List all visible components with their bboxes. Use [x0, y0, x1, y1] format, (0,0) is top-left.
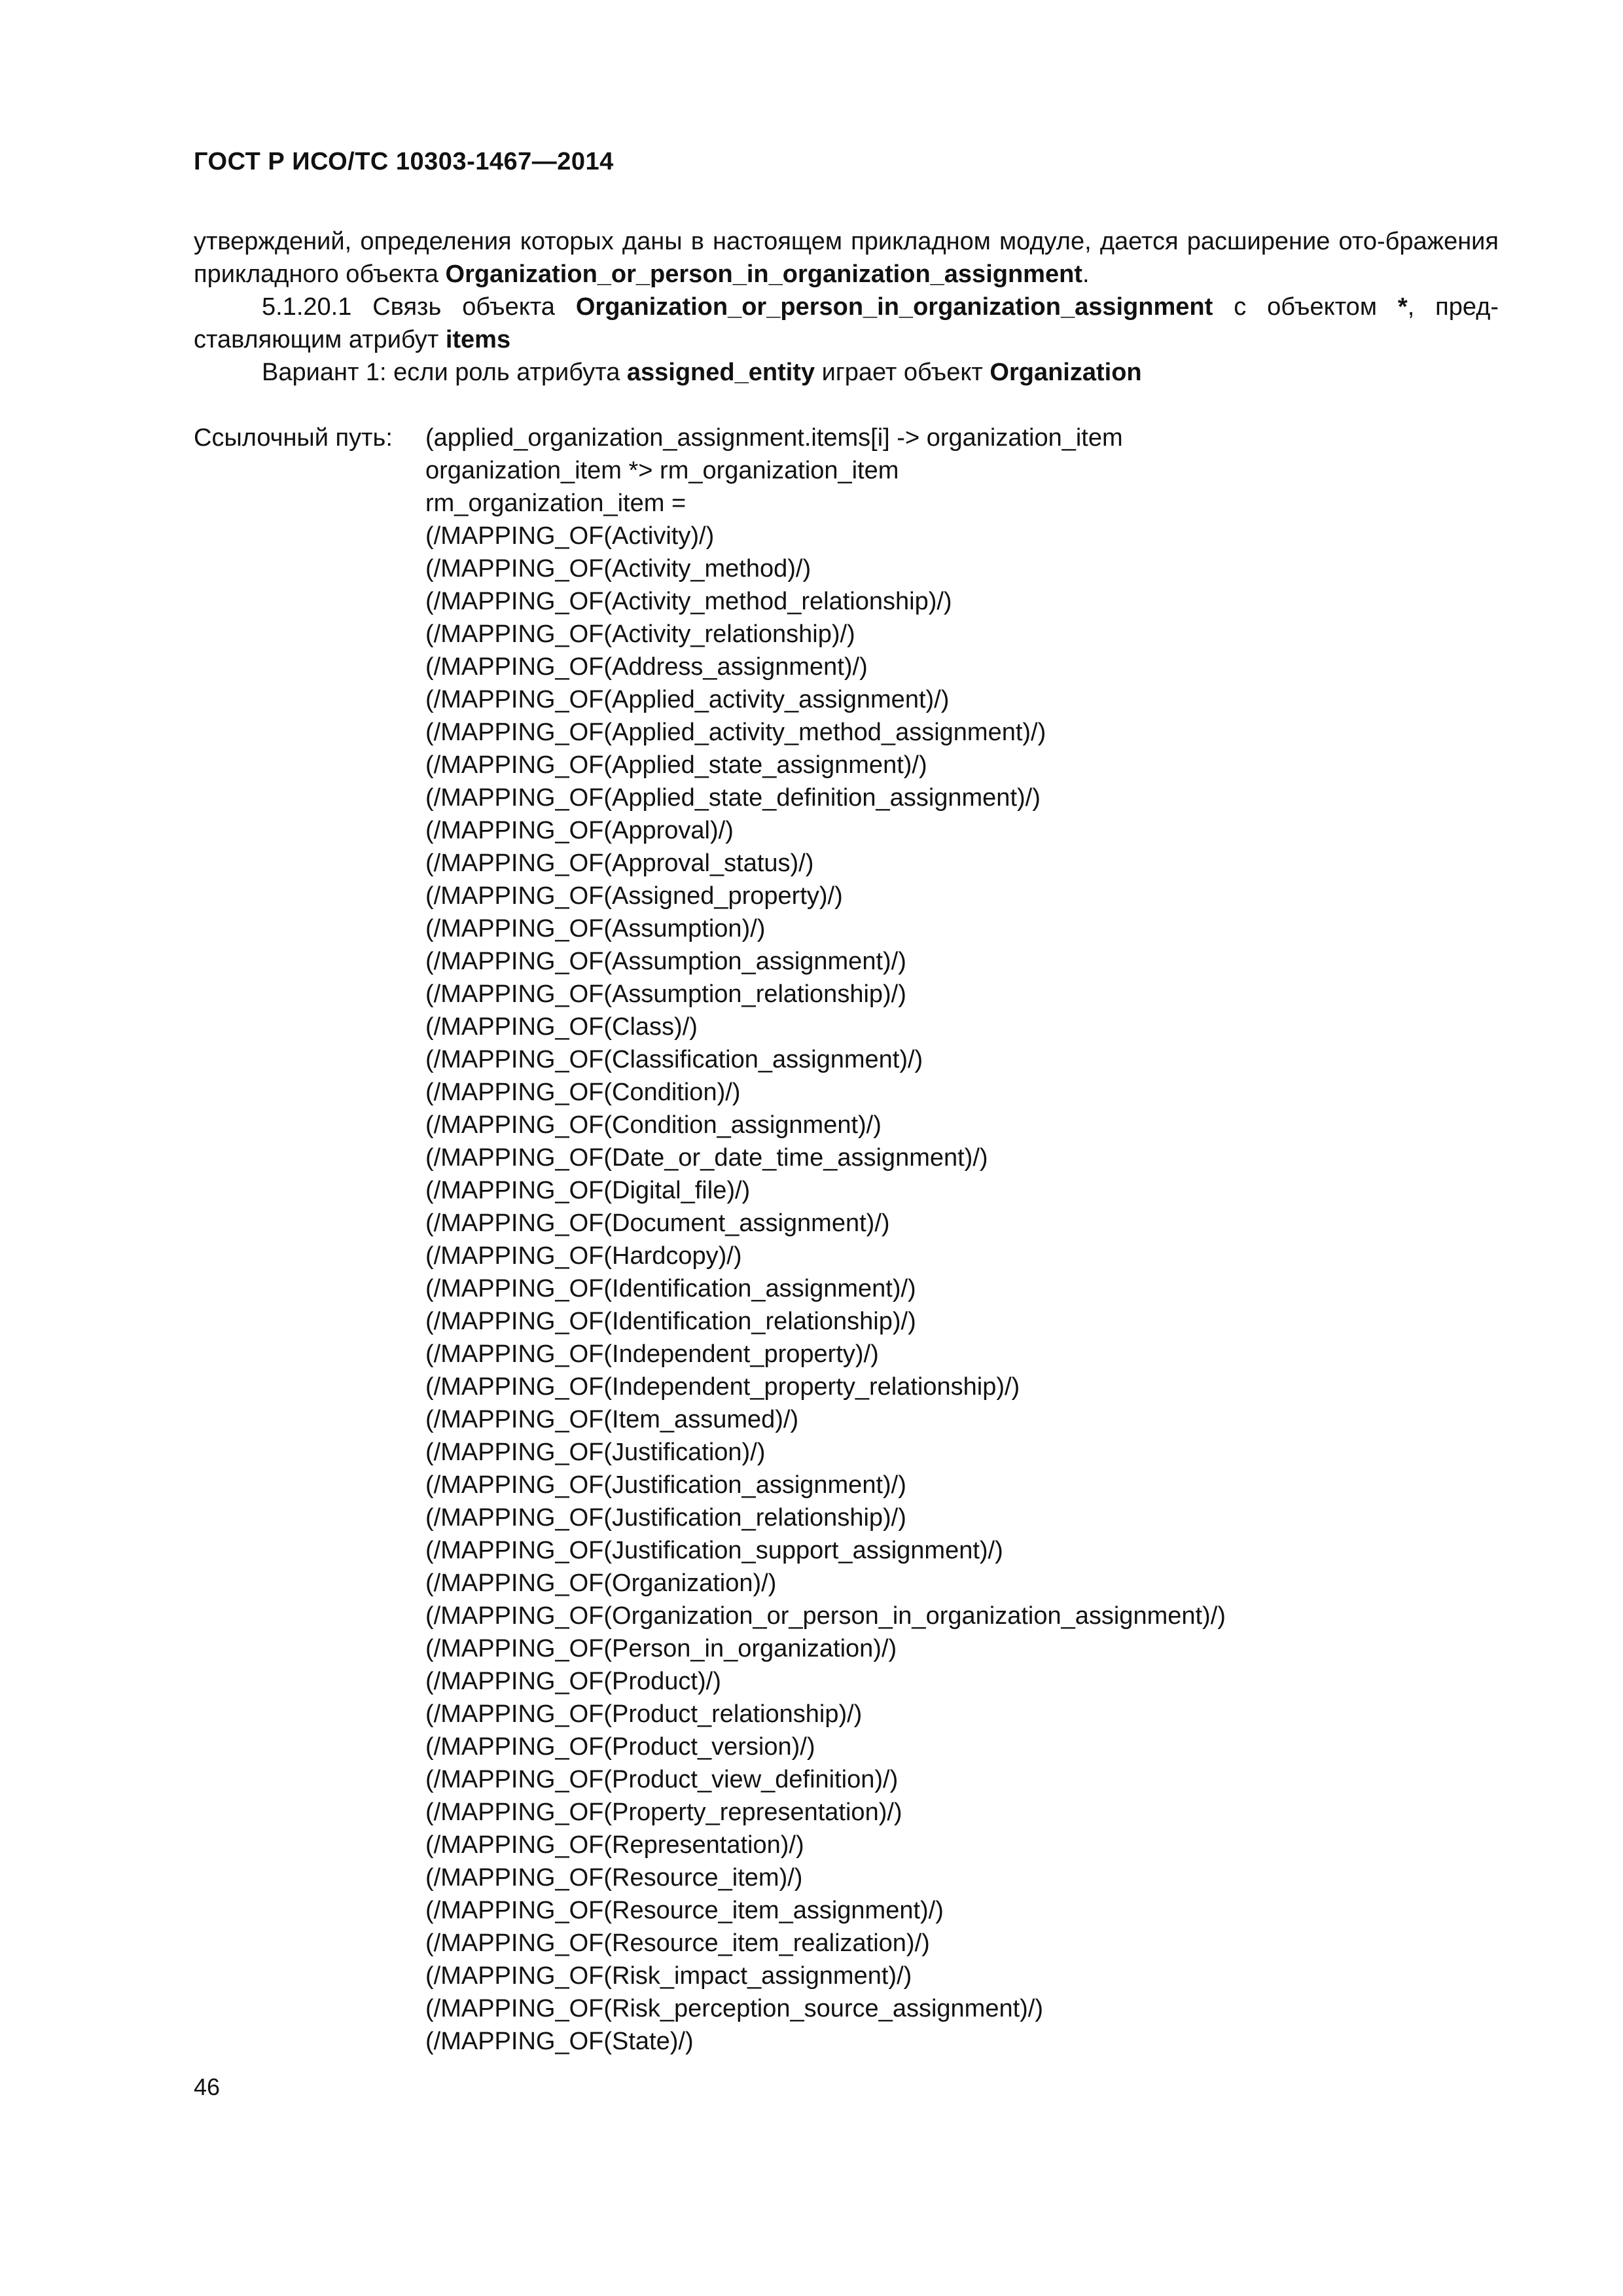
reference-path-line: (/MAPPING_OF(Activity_method_relationship)/) — [425, 588, 952, 615]
page-number: 46 — [194, 2073, 221, 2100]
reference-path-line: (/MAPPING_OF(Person_in_organization)/) — [425, 1635, 897, 1662]
reference-path-line: (/MAPPING_OF(Independent_property)/) — [425, 1340, 879, 1368]
reference-path-line: (/MAPPING_OF(Product_relationship)/) — [425, 1700, 863, 1728]
reference-path-line: (/MAPPING_OF(Condition)/) — [425, 1079, 741, 1106]
reference-path-line: (/MAPPING_OF(Class)/) — [425, 1013, 698, 1041]
section-object-name: Organization_or_person_in_organization_assignment — [575, 293, 1213, 321]
reference-path-line: (/MAPPING_OF(Assumption_relationship)/) — [425, 980, 906, 1008]
reference-path-line: (/MAPPING_OF(Identification_relationship)/) — [425, 1308, 916, 1335]
reference-path-line: (/MAPPING_OF(Approval)/) — [425, 817, 734, 844]
reference-path-line: (/MAPPING_OF(Justification)/) — [425, 1439, 766, 1466]
reference-path-line: (/MAPPING_OF(Activity_method)/) — [425, 555, 812, 583]
intro-text-start: утверждений, определения которых даны в настоящем прикладном модуле, дается расширение ото-бражения прикладного объекта — [194, 228, 1499, 288]
reference-path-line: (/MAPPING_OF(Organization)/) — [425, 1570, 777, 1597]
reference-path-line: (/MAPPING_OF(Assumption_assignment)/) — [425, 948, 906, 975]
variant-text-1: Вариант 1: если роль атрибута — [262, 359, 627, 386]
reference-path-line: (/MAPPING_OF(Hardcopy)/) — [425, 1242, 742, 1270]
reference-path-line: (/MAPPING_OF(Justification_support_assignment)/) — [425, 1537, 1003, 1564]
intro-paragraph — [194, 225, 1499, 291]
reference-path-line: (/MAPPING_OF(Risk_impact_assignment)/) — [425, 1962, 912, 1990]
reference-path-line: (/MAPPING_OF(Address_assignment)/) — [425, 653, 868, 681]
reference-path-lines — [425, 422, 1499, 2058]
reference-path-line: (/MAPPING_OF(Activity)/) — [425, 522, 715, 550]
section-text-2: с объектом — [1213, 293, 1398, 321]
reference-path-line: rm_organization_item = — [425, 490, 687, 517]
document-body — [194, 225, 1499, 2058]
reference-path-line: (/MAPPING_OF(Item_assumed)/) — [425, 1406, 799, 1433]
reference-path-line: (/MAPPING_OF(Document_assignment)/) — [425, 1210, 890, 1237]
reference-path-line: (/MAPPING_OF(Classification_assignment)/) — [425, 1046, 923, 1073]
reference-path-line: (/MAPPING_OF(Assigned_property)/) — [425, 882, 843, 910]
reference-path-line: (/MAPPING_OF(Applied_activity_method_assignment)/) — [425, 719, 1046, 746]
variant-attribute: assigned_entity — [626, 359, 815, 386]
intro-text-end: . — [1082, 260, 1090, 288]
reference-path-line: (/MAPPING_OF(Applied_state_assignment)/) — [425, 751, 927, 779]
reference-path-label: Ссылочный путь: — [194, 424, 393, 452]
reference-path-line: (/MAPPING_OF(Independent_property_relationship)/) — [425, 1373, 1020, 1401]
reference-path-line: (/MAPPING_OF(Organization_or_person_in_organization_assignment)/) — [425, 1602, 1226, 1630]
reference-path-line: (/MAPPING_OF(Applied_activity_assignment)/) — [425, 686, 950, 713]
reference-path-block — [194, 422, 1499, 2058]
reference-path-line: organization_item *> rm_organization_item — [425, 457, 899, 484]
reference-path-line: (/MAPPING_OF(Risk_perception_source_assignment)/) — [425, 1995, 1044, 2022]
variant-text-2: играет объект — [815, 359, 990, 386]
reference-path-line: (/MAPPING_OF(Activity_relationship)/) — [425, 620, 855, 648]
reference-path-line: (/MAPPING_OF(Justification_assignment)/) — [425, 1471, 906, 1499]
document-header: ГОСТ Р ИСО/ТС 10303-1467—2014 — [194, 148, 614, 175]
section-star: * — [1397, 293, 1408, 321]
paragraph-gap — [194, 389, 1499, 422]
reference-path-line: (/MAPPING_OF(Resource_item)/) — [425, 1864, 803, 1892]
reference-path-line: (/MAPPING_OF(Identification_assignment)/) — [425, 1275, 916, 1302]
reference-path-line: (/MAPPING_OF(Approval_status)/) — [425, 850, 814, 877]
section-text-1: Связь объекта — [351, 293, 576, 321]
reference-path-line: (applied_organization_assignment.items[i] -> organization_item — [425, 424, 1123, 452]
reference-path-line: (/MAPPING_OF(Product_version)/) — [425, 1733, 815, 1761]
variant-paragraph — [194, 356, 1499, 389]
reference-path-line: (/MAPPING_OF(Condition_assignment)/) — [425, 1111, 882, 1139]
section-number: 5.1.20.1 — [262, 293, 352, 321]
reference-path-line: (/MAPPING_OF(Resource_item_realization)/) — [425, 1929, 930, 1957]
variant-object: Organization — [990, 359, 1142, 386]
reference-path-line: (/MAPPING_OF(Property_representation)/) — [425, 1799, 902, 1826]
reference-path-line: (/MAPPING_OF(Date_or_date_time_assignment)/) — [425, 1144, 988, 1172]
intro-object-name: Organization_or_person_in_organization_assignment — [445, 260, 1082, 288]
section-attribute: items — [445, 326, 511, 353]
reference-path-line: (/MAPPING_OF(State)/) — [425, 2028, 694, 2055]
reference-path-line: (/MAPPING_OF(Justification_relationship)/) — [425, 1504, 906, 1532]
reference-path-line: (/MAPPING_OF(Resource_item_assignment)/) — [425, 1897, 944, 1924]
reference-path-line: (/MAPPING_OF(Assumption)/) — [425, 915, 766, 942]
reference-path-line: (/MAPPING_OF(Product_view_definition)/) — [425, 1766, 899, 1793]
section-text-3: , пред-ставляющим атрибут — [194, 293, 1499, 353]
reference-path-line: (/MAPPING_OF(Digital_file)/) — [425, 1177, 751, 1204]
reference-path-line: (/MAPPING_OF(Applied_state_definition_assignment)/) — [425, 784, 1041, 812]
reference-path-line: (/MAPPING_OF(Representation)/) — [425, 1831, 804, 1859]
section-paragraph — [194, 291, 1499, 356]
reference-path-line: (/MAPPING_OF(Product)/) — [425, 1668, 721, 1695]
